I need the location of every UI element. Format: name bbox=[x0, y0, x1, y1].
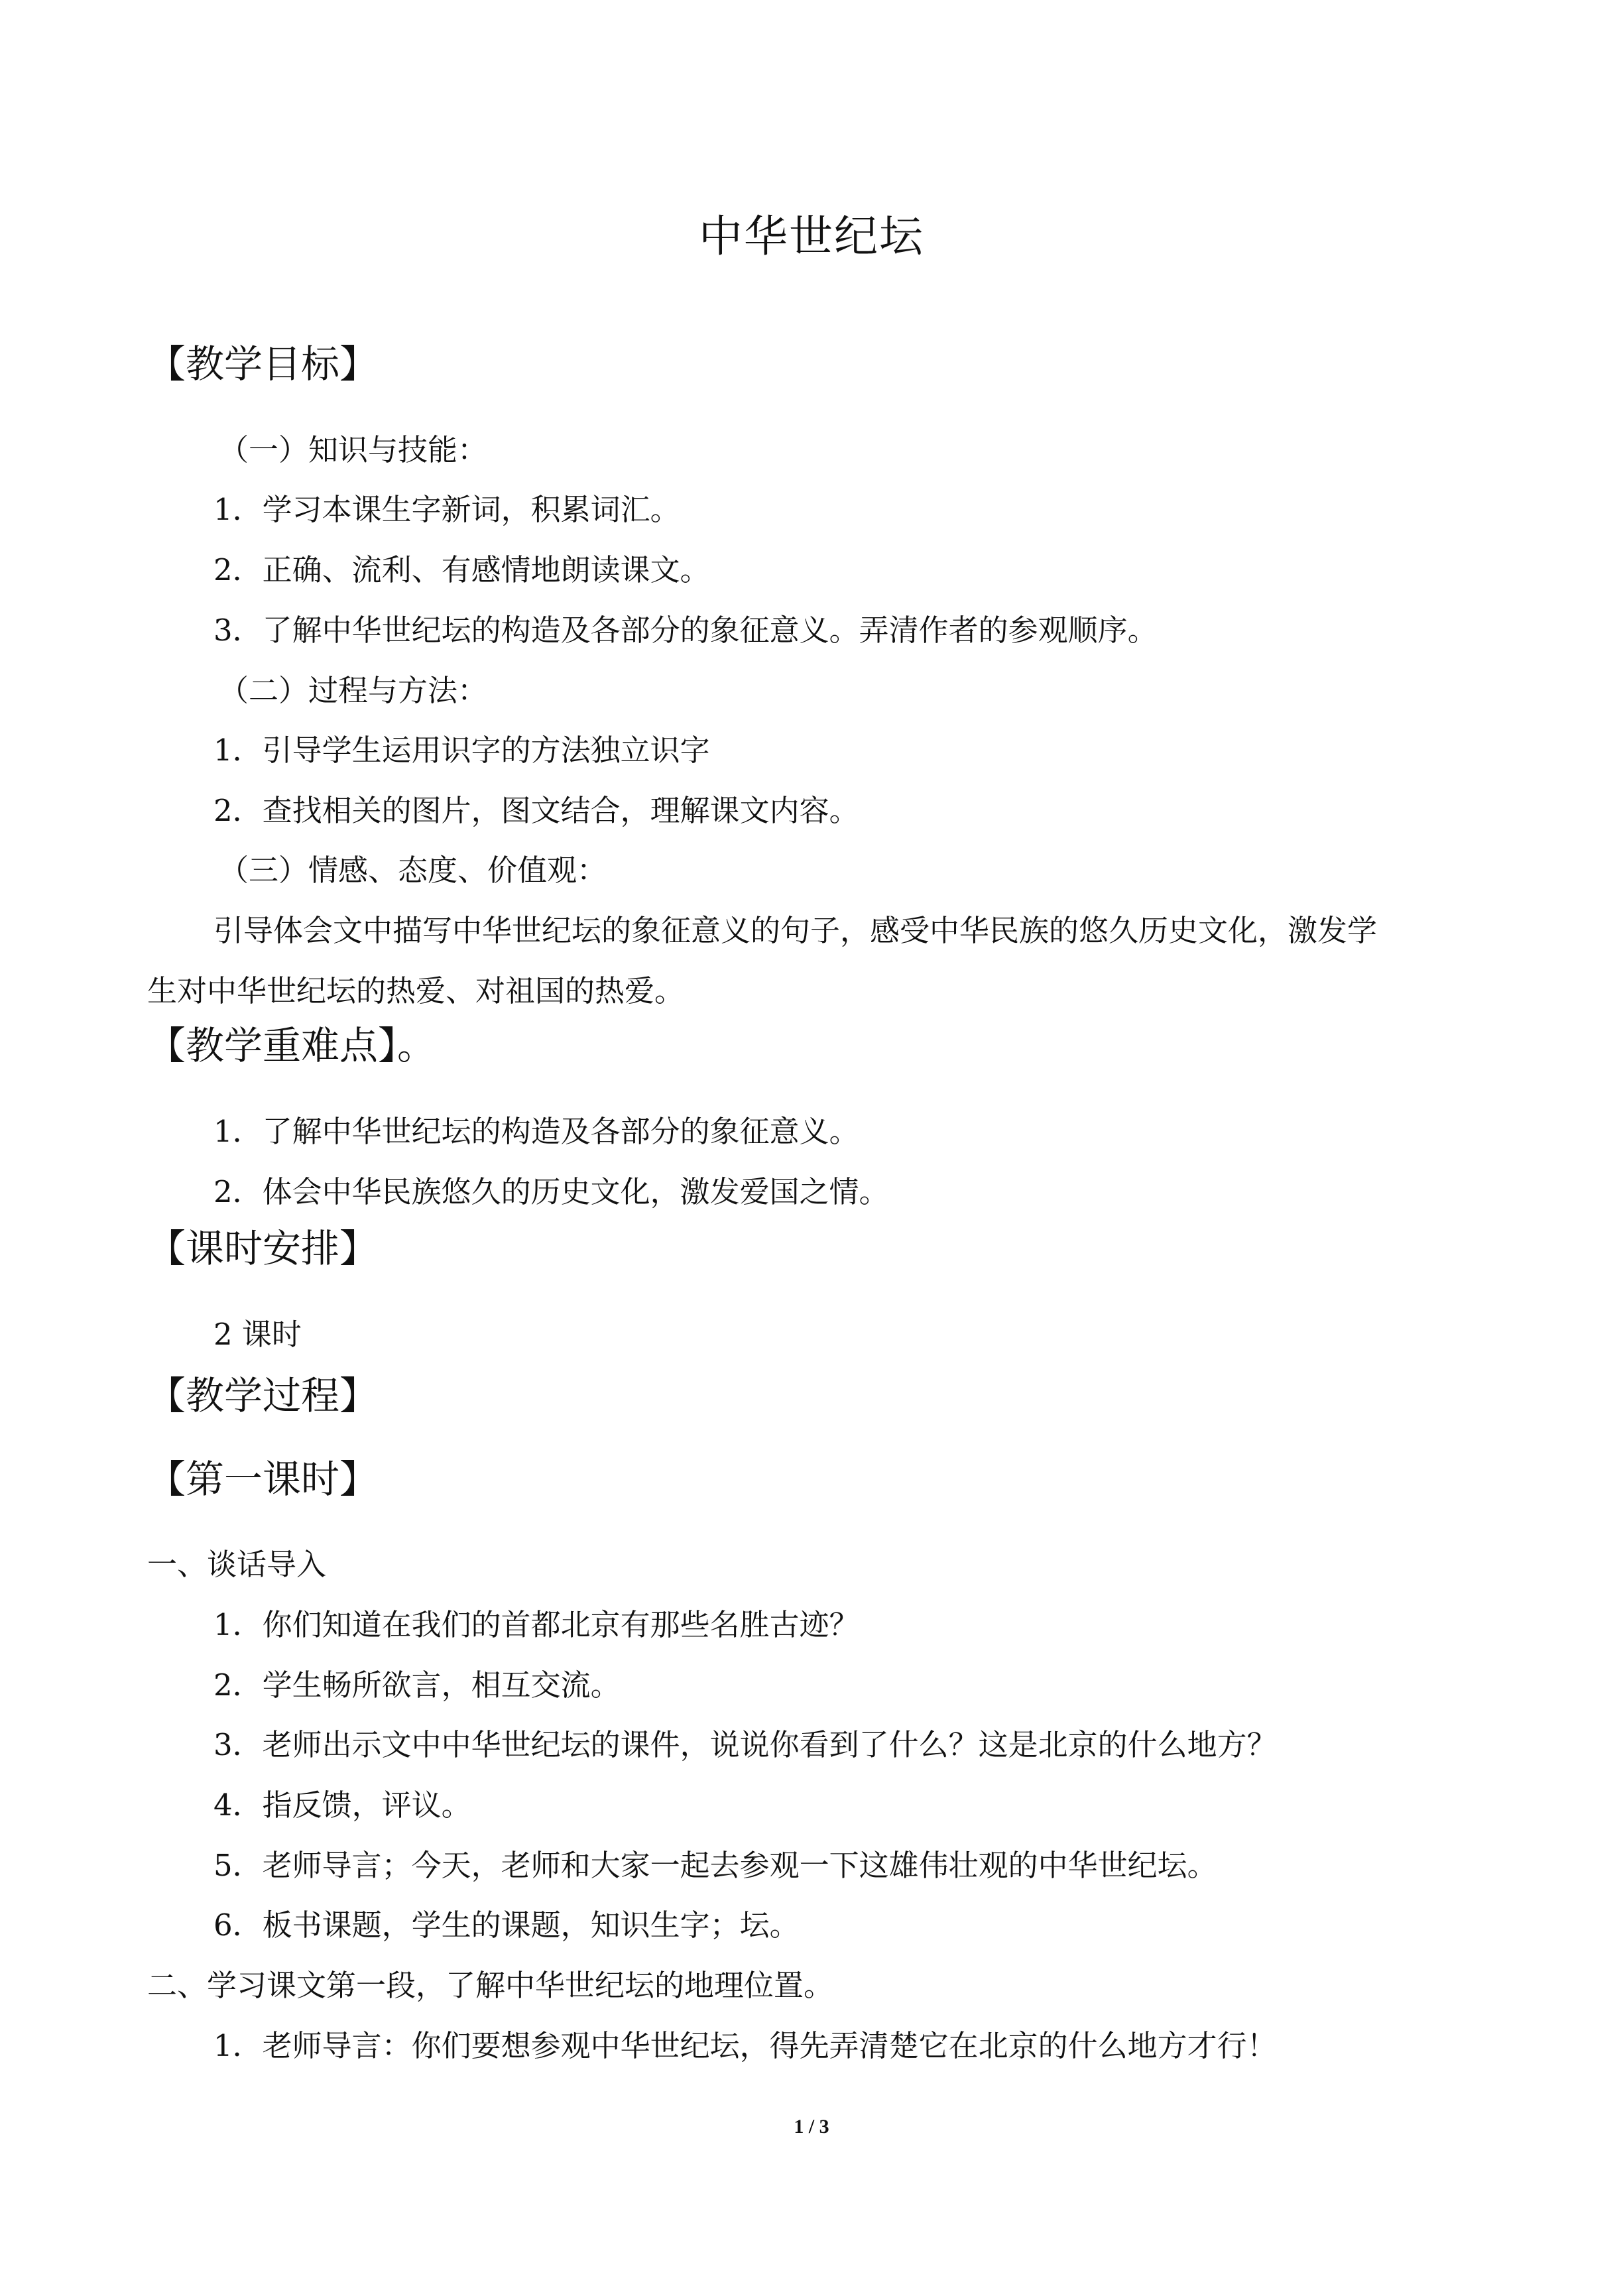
list-item: 4．指反馈，评议。 bbox=[213, 1787, 471, 1823]
list-item: 1．你们知道在我们的首都北京有那些名胜古迹？ bbox=[213, 1607, 859, 1642]
list-item: 3．了解中华世纪坛的构造及各部分的象征意义。弄清作者的参观顺序。 bbox=[213, 613, 1158, 648]
heading-teaching-objectives: 【教学目标】 bbox=[147, 341, 379, 387]
list-item: 1．老师导言：你们要想参观中华世纪坛，得先弄清楚它在北京的什么地方才行！ bbox=[213, 2028, 1277, 2063]
paragraph-line: 引导体会文中描写中华世纪坛的象征意义的句子，感受中华民族的悠久历史文化，激发学 bbox=[213, 913, 1378, 948]
list-item: 2．体会中华民族悠久的历史文化，激发爱国之情。 bbox=[213, 1174, 889, 1209]
list-item: 2．学生畅所欲言，相互交流。 bbox=[213, 1667, 621, 1703]
list-item: 2．正确、流利、有感情地朗读课文。 bbox=[213, 552, 710, 587]
heading-key-points: 【教学重难点】。 bbox=[147, 1023, 436, 1068]
heading-schedule: 【课时安排】 bbox=[147, 1226, 379, 1271]
list-item: 6．板书课题，学生的课题，知识生字；坛。 bbox=[213, 1907, 800, 1943]
page-number: 1 / 3 bbox=[794, 2116, 829, 2138]
list-item: 2．查找相关的图片，图文结合，理解课文内容。 bbox=[213, 793, 859, 828]
list-item: 1．了解中华世纪坛的构造及各部分的象征意义。 bbox=[213, 1114, 859, 1149]
heading-teaching-process: 【教学过程】 bbox=[147, 1373, 379, 1418]
subheading-process-method: （二）过程与方法： bbox=[219, 673, 488, 708]
section-heading: 一、谈话导入 bbox=[147, 1547, 327, 1582]
section-heading: 二、学习课文第一段，了解中华世纪坛的地理位置。 bbox=[147, 1968, 834, 2003]
paragraph-line: 生对中华世纪坛的热爱、对祖国的热爱。 bbox=[147, 973, 685, 1008]
subheading-knowledge-skills: （一）知识与技能： bbox=[219, 432, 488, 467]
subheading-emotion-values: （三）情感、态度、价值观： bbox=[219, 853, 607, 888]
schedule-value: 2 课时 bbox=[213, 1317, 302, 1352]
list-item: 5．老师导言；今天，老师和大家一起去参观一下这雄伟壮观的中华世纪坛。 bbox=[213, 1848, 1217, 1883]
document-title: 中华世纪坛 bbox=[699, 211, 924, 262]
list-item: 1．引导学生运用识字的方法独立识字 bbox=[213, 733, 710, 768]
heading-first-lesson: 【第一课时】 bbox=[147, 1457, 379, 1502]
list-item: 3．老师出示文中中华世纪坛的课件，说说你看到了什么？这是北京的什么地方？ bbox=[213, 1727, 1277, 1762]
list-item: 1．学习本课生字新词，积累词汇。 bbox=[213, 492, 680, 527]
